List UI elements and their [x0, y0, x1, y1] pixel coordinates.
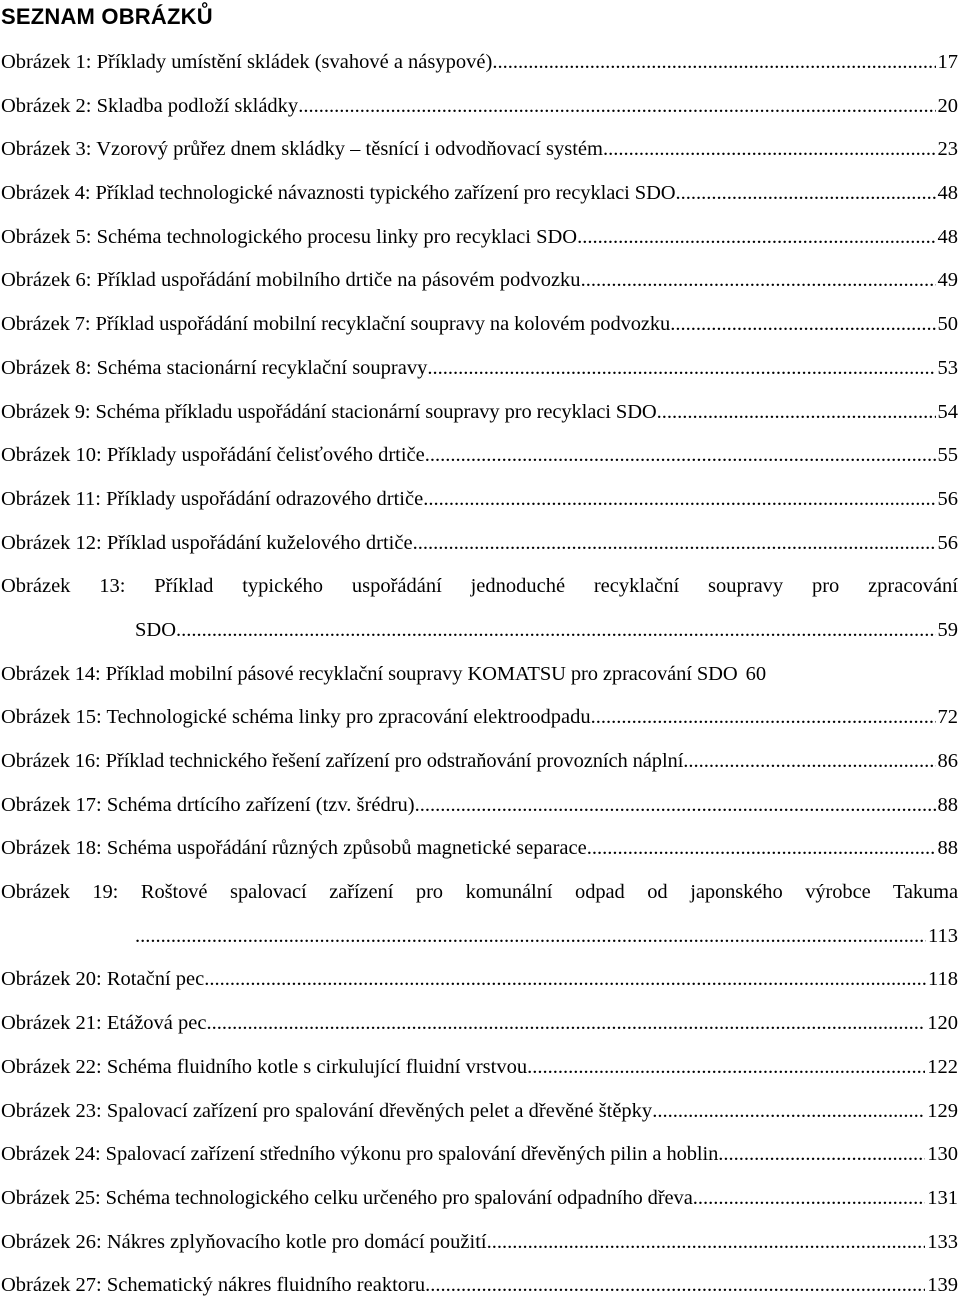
- list-item[interactable]: [1, 303, 958, 347]
- entry-title: Obrázek 9: Schéma příkladu uspořádání stacionární soupravy pro recyklaci SDO: [1, 400, 657, 423]
- entry-page: 88: [937, 837, 958, 860]
- list-item[interactable]: [1, 1221, 958, 1265]
- dot-leader: [425, 1264, 925, 1308]
- dot-leader: [676, 172, 936, 216]
- list-item-continuation[interactable]: [1, 915, 958, 959]
- entry-title: Obrázek 20: Rotační pec: [1, 968, 205, 991]
- entry-page: 122: [927, 1055, 958, 1078]
- list-item[interactable]: [1, 128, 958, 172]
- dot-leader: [657, 391, 936, 435]
- list-item[interactable]: [1, 1177, 958, 1221]
- entry-title: Obrázek 12: Příklad uspořádání kuželového drtiče: [1, 531, 413, 554]
- dot-leader: [413, 522, 936, 566]
- entry-page: 120: [927, 1012, 958, 1035]
- list-item[interactable]: [1, 696, 958, 740]
- entry-title: Obrázek 18: Schéma uspořádání různých způsobů magnetické separace: [1, 837, 587, 860]
- entry-page: 129: [927, 1099, 958, 1122]
- dot-leader: [577, 216, 935, 260]
- list-item[interactable]: [1, 85, 958, 129]
- entry-page: 133: [927, 1230, 958, 1253]
- entry-title: Obrázek 4: Příklad technologické návaznosti typického zařízení pro recyklaci SDO: [1, 182, 676, 205]
- entry-title: Obrázek 15: Technologické schéma linky pro zpracování elektroodpadu: [1, 706, 591, 729]
- entry-title: Obrázek 16: Příklad technického řešení zařízení pro odstraňování provozních náplní: [1, 750, 684, 772]
- entry-page: 48: [937, 182, 958, 205]
- entry-title: Obrázek 2: Skladba podloží skládky: [1, 94, 299, 117]
- list-item[interactable]: [1, 1046, 958, 1090]
- entry-title: Obrázek 23: Spalovací zařízení pro spalování dřevěných pelet a dřevěné štěpky: [1, 1099, 653, 1122]
- dot-leader: [693, 1177, 926, 1221]
- dot-leader: [206, 1002, 925, 1046]
- entry-title: Obrázek 11: Příklady uspořádání odrazového drtiče: [1, 487, 424, 510]
- entry-title: Obrázek 25: Schéma technologického celku určeného pro spalování odpadního dřeva: [1, 1186, 693, 1209]
- entry-title: Obrázek 14: Příklad mobilní pásové recyklační soupravy KOMATSU pro zpracování SDO: [1, 662, 738, 685]
- list-item[interactable]: [1, 1002, 958, 1046]
- list-item[interactable]: [1, 871, 958, 915]
- dot-leader: [176, 609, 935, 653]
- entry-title: Obrázek 17: Schéma drtícího zařízení (tzv. šrédru): [1, 793, 415, 816]
- entry-page: 20: [937, 94, 958, 117]
- entry-page: 17: [937, 51, 958, 73]
- list-item[interactable]: [1, 41, 958, 85]
- list-item[interactable]: [1, 740, 958, 784]
- entry-title: Obrázek 5: Schéma technologického procesu linky pro recyklaci SDO: [1, 225, 578, 248]
- entry-page: 118: [928, 968, 958, 991]
- entry-title: Obrázek 7: Příklad uspořádání mobilní recyklační soupravy na kolovém podvozku: [1, 313, 671, 336]
- list-item[interactable]: [1, 958, 958, 1002]
- entry-title: Obrázek 10: Příklady uspořádání čelisťového drtiče: [1, 444, 425, 467]
- entry-title: Obrázek 26: Nákres zplyňovacího kotle pro domácí použití: [1, 1230, 487, 1253]
- entry-title: Obrázek 3: Vzorový průřez dnem skládky – těsnící i odvodňovací systém: [1, 138, 603, 161]
- entry-page: 53: [937, 356, 958, 379]
- dot-leader: [204, 958, 926, 1002]
- list-item[interactable]: [1, 347, 958, 391]
- dot-leader: [527, 1046, 925, 1090]
- list-item[interactable]: [1, 259, 958, 303]
- dot-leader: [670, 303, 935, 347]
- entry-title: Obrázek 24: Spalovací zařízení středního výkonu pro spalování dřevěných pilin a hoblin: [1, 1143, 719, 1166]
- entry-page: 50: [937, 313, 958, 336]
- entry-title: Obrázek 8: Schéma stacionární recyklační soupravy: [1, 356, 428, 379]
- entry-page: 60: [745, 662, 767, 685]
- list-item[interactable]: [1, 565, 958, 609]
- list-item[interactable]: [1, 391, 958, 435]
- list-item[interactable]: [1, 827, 958, 871]
- dot-leader: [718, 1133, 925, 1177]
- entry-page: 59: [937, 618, 958, 641]
- list-item[interactable]: [1, 1264, 958, 1308]
- entry-title: Obrázek 19: Roštové spalovací zařízení pro komunální odpad od japonského výrobce Takuma: [1, 881, 958, 904]
- entry-title: Obrázek 13: Příklad typického uspořádání jednoduché recyklační soupravy pro zpracování: [1, 575, 958, 598]
- entry-page: 130: [927, 1143, 958, 1166]
- dot-leader: [427, 347, 935, 391]
- entry-title: Obrázek 21: Etážová pec: [1, 1012, 207, 1035]
- dot-leader: [135, 915, 926, 959]
- entry-title: Obrázek 22: Schéma fluidního kotle s cirkulující fluidní vrstvou: [1, 1055, 528, 1078]
- list-item[interactable]: [1, 522, 958, 566]
- list-item[interactable]: [1, 172, 958, 216]
- entry-page: 48: [937, 225, 958, 248]
- dot-leader: [652, 1090, 925, 1134]
- list-item[interactable]: [1, 1090, 958, 1134]
- entry-page: 88: [937, 793, 958, 816]
- dot-leader: [603, 128, 936, 172]
- list-item[interactable]: [1, 434, 958, 478]
- dot-leader: [425, 434, 936, 478]
- dot-leader: [587, 827, 936, 871]
- list-item[interactable]: [1, 478, 958, 522]
- dot-leader: [298, 85, 935, 129]
- list-item[interactable]: [1, 784, 958, 828]
- list-item[interactable]: [1, 1133, 958, 1177]
- entry-page: 56: [937, 487, 958, 510]
- dot-leader: [423, 478, 935, 522]
- page-title: SEZNAM OBRÁZKŮ: [1, 4, 213, 29]
- entry-page: 55: [937, 444, 958, 467]
- entry-title-continuation: SDO: [135, 618, 177, 641]
- dot-leader: [591, 696, 936, 740]
- dot-leader: [415, 784, 936, 828]
- figure-list: [1, 41, 958, 1308]
- entry-page: 54: [937, 400, 958, 423]
- entry-title: Obrázek 6: Příklad uspořádání mobilního drtiče na pásovém podvozku: [1, 269, 581, 292]
- entry-page: 139: [927, 1274, 958, 1297]
- entry-page: 131: [927, 1186, 958, 1209]
- entry-page: 86: [937, 750, 958, 772]
- dot-leader: [487, 1221, 926, 1265]
- entry-title: Obrázek 27: Schematický nákres fluidního reaktoru: [1, 1274, 426, 1297]
- entry-page: 72: [937, 706, 958, 729]
- dot-leader: [492, 41, 935, 85]
- entry-page: 49: [937, 269, 958, 292]
- entry-page: 23: [937, 138, 958, 161]
- entry-page: 113: [928, 924, 958, 947]
- dot-leader: [581, 259, 936, 303]
- list-item[interactable]: [1, 653, 958, 697]
- entry-title: Obrázek 1: Příklady umístění skládek (svahové a násypové): [1, 51, 493, 73]
- entry-page: 56: [937, 531, 958, 554]
- dot-leader: [683, 740, 935, 784]
- list-item[interactable]: [1, 216, 958, 260]
- list-item-continuation[interactable]: [1, 609, 958, 653]
